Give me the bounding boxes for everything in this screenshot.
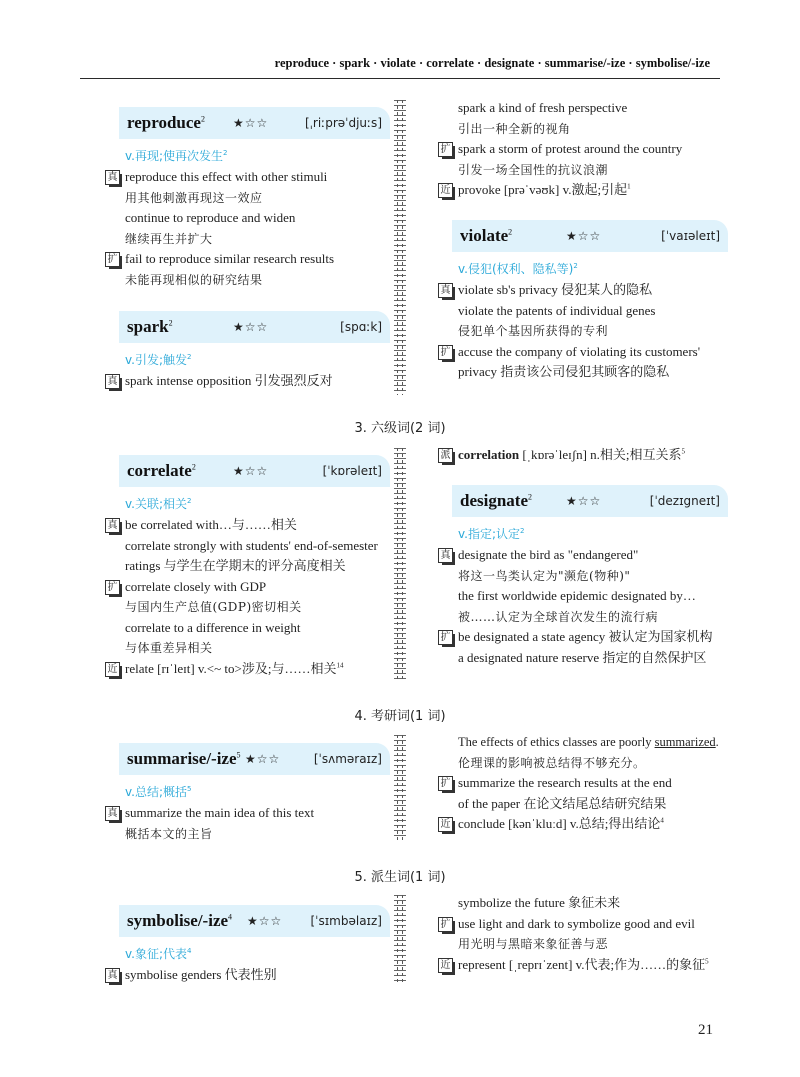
entry-spark (105, 311, 390, 392)
example-line: privacy 指责该公司侵犯其顾客的隐私 (458, 364, 670, 379)
example-line: symbolize the future 象征未来 (458, 895, 621, 910)
page-number: 21 (698, 1022, 713, 1038)
entry-spark-cont (438, 98, 728, 201)
part-of-speech: v.指定;认定$^2$ (458, 527, 525, 541)
part-of-speech: v.关联;相关$^2$ (125, 497, 192, 511)
example-line: 真 summarize the main idea of this text (105, 803, 390, 824)
synonym-line: 近 provoke [prəˈvəʊk] v.激起;引起$^1$ (438, 180, 728, 201)
tag-zhen-icon: 真 (105, 518, 120, 533)
tag-kuo-icon: 扩 (438, 776, 453, 791)
frequency-stars: ★☆☆ (233, 464, 269, 478)
translation-line: 用光明与黑暗来象征善与恶 (458, 937, 609, 951)
synonym-line: 近 relate [rɪˈleɪt] v.<~ to>涉及;与……相关$^{14}$ (105, 659, 390, 680)
translation-line: 继续再生并扩大 (125, 231, 213, 246)
column-divider (394, 895, 406, 985)
frequency-stars: ★☆☆ (566, 494, 602, 508)
example-line: ratings 与学生在学期末的评分高度相关 (125, 558, 346, 573)
translation-line: 被……认定为全球首次发生的流行病 (458, 609, 659, 624)
headword: symbolise/-ize$^4$ (127, 911, 233, 930)
example-line: 扩 correlate closely with GDP (105, 577, 390, 598)
part-of-speech: v.引发;触发$^2$ (125, 353, 192, 367)
headword-box (119, 905, 390, 937)
header-rule (80, 78, 720, 79)
translation-line: 概括本文的主旨 (125, 826, 213, 841)
section-heading: 3. 六级词(2 词) (354, 421, 446, 436)
example-line: 扩 fail to reproduce similar research results (105, 249, 390, 270)
headword-box (119, 455, 390, 487)
example-line: 真 reproduce this effect with other stimuli (105, 167, 390, 188)
headword: designate$^2$ (460, 491, 532, 510)
example-line: 扩 accuse the company of violating its customers' (438, 342, 728, 363)
tag-jin-icon: 近 (105, 662, 120, 677)
phonetic: [spɑːk] (340, 320, 382, 334)
tag-kuo-icon: 扩 (438, 142, 453, 157)
translation-line: 侵犯单个基因所获得的专利 (458, 324, 609, 338)
column-divider (394, 100, 406, 395)
translation-line: 引出一种全新的视角 (458, 121, 571, 136)
headword: correlate$^2$ (127, 461, 196, 480)
phonetic: [ˈsɪmbəlaɪz] (310, 914, 382, 928)
tag-kuo-icon: 扩 (105, 580, 120, 595)
frequency-stars: ★☆☆ (245, 752, 281, 766)
headword-box (119, 107, 390, 139)
headword: spark$^2$ (127, 317, 173, 336)
headword: summarise/-ize$^5$ (127, 749, 241, 768)
translation-line: 与体重差异相关 (125, 641, 213, 655)
entry-reproduce (105, 107, 390, 290)
tag-kuo-icon: 扩 (438, 630, 453, 645)
phonetic: [ˈkɒrəleɪt] (322, 464, 382, 478)
translation-line: 引发一场全国性的抗议浪潮 (458, 162, 609, 177)
entry-correlate (105, 455, 390, 679)
example-line: of the paper 在论文结尾总结研究结果 (458, 795, 667, 811)
frequency-stars: ★☆☆ (566, 229, 602, 243)
entry-symbolise (105, 905, 390, 986)
headword-box (119, 311, 390, 343)
example-line: 扩 be designated a state agency 被认定为国家机构 (438, 627, 728, 648)
entry-designate (438, 485, 728, 668)
section-heading: 4. 考研词(1 词) (354, 709, 446, 724)
part-of-speech: v.再现;使再次发生$^2$ (125, 149, 228, 163)
entry-violate (438, 220, 728, 383)
phonetic: [ˈdezɪgneɪt] (649, 494, 720, 508)
column-divider (394, 448, 406, 680)
column-divider (394, 735, 406, 840)
derivative-line: 派 correlation [ˌkɒrəˈleɪʃn] n.相关;相互关系$^5$ (438, 445, 728, 466)
part-of-speech: v.象征;代表$^4$ (125, 947, 192, 961)
example-line: 真 symbolise genders 代表性别 (105, 965, 390, 986)
phonetic: [ˈvaɪəleɪt] (661, 229, 720, 243)
tag-zhen-icon: 真 (105, 968, 120, 983)
tag-kuo-icon: 扩 (105, 252, 120, 267)
headword-box (119, 743, 390, 775)
example-line: correlate strongly with students' end-of-semester (125, 537, 378, 553)
tag-zhen-icon: 真 (438, 283, 453, 298)
headword: reproduce$^2$ (127, 113, 205, 132)
tag-zhen-icon: 真 (105, 170, 120, 185)
frequency-stars: ★☆☆ (233, 116, 269, 130)
frequency-stars: ★☆☆ (247, 914, 283, 928)
frequency-stars: ★☆☆ (233, 320, 269, 334)
example-line: 扩 summarize the research results at the end (438, 773, 728, 794)
tag-kuo-icon: 扩 (438, 917, 453, 932)
example-line: a designated nature reserve 指定的自然保护区 (458, 649, 707, 665)
entry-summarise-cont (438, 732, 728, 835)
headword-box (452, 220, 728, 252)
tag-jin-icon: 近 (438, 817, 453, 832)
headword: violate$^2$ (460, 226, 513, 245)
example-line: the first worldwide epidemic designated by… (458, 588, 696, 603)
part-of-speech: v.总结;概括$^5$ (125, 785, 192, 799)
example-line: The effects of ethics classes are poorly summarized. (458, 735, 719, 749)
entry-symbolise-cont (438, 893, 728, 975)
example-line: violate the patents of individual genes (458, 302, 656, 318)
translation-line: 伦理课的影响被总结得不够充分。 (458, 755, 646, 770)
translation-line: 将这一鸟类认定为"濒危(物种)" (458, 568, 631, 583)
example-line: continue to reproduce and widen (125, 210, 296, 225)
phonetic: [ˌriːprəˈdjuːs] (304, 116, 382, 130)
section-heading: 5. 派生词(1 词) (354, 870, 446, 885)
example-line: 扩 spark a storm of protest around the country (438, 139, 728, 160)
example-line: 真 spark intense opposition 引发强烈反对 (105, 371, 390, 392)
example-line: spark a kind of fresh perspective (458, 100, 628, 115)
synonym-line: 近 conclude [kənˈkluːd] v.总结;得出结论$^4$ (438, 814, 728, 835)
translation-line: 与国内生产总值(GDP)密切相关 (125, 600, 302, 614)
example-line: 真 be correlated with…与……相关 (105, 515, 390, 536)
translation-line: 未能再现相似的研究结果 (125, 272, 263, 287)
entry-correlation (438, 445, 728, 466)
example-line: 扩 use light and dark to symbolize good and evil (438, 914, 728, 935)
example-line: 真 violate sb's privacy 侵犯某人的隐私 (438, 280, 728, 301)
translation-line: 用其他刺激再现这一效应 (125, 190, 263, 205)
running-header: reproduce · spark · violate · correlate · designate · summarise/-ize · symbolise/-ize (274, 56, 710, 70)
example-line: 真 designate the bird as "endangered" (438, 545, 728, 566)
phonetic: [ˈsʌməraɪz] (313, 752, 382, 766)
tag-zhen-icon: 真 (105, 374, 120, 389)
headword-box (452, 485, 728, 517)
tag-kuo-icon: 扩 (438, 345, 453, 360)
tag-zhen-icon: 真 (438, 548, 453, 563)
tag-jin-icon: 近 (438, 958, 453, 973)
tag-pai-icon: 派 (438, 448, 453, 463)
part-of-speech: v.侵犯(权利、隐私等)$^2$ (458, 262, 578, 276)
tag-jin-icon: 近 (438, 183, 453, 198)
entry-summarise (105, 743, 390, 844)
synonym-line: 近 represent [ˌreprɪˈzent] v.代表;作为……的象征$^5$ (438, 955, 728, 976)
tag-zhen-icon: 真 (105, 806, 120, 821)
example-line: correlate to a difference in weight (125, 619, 301, 635)
